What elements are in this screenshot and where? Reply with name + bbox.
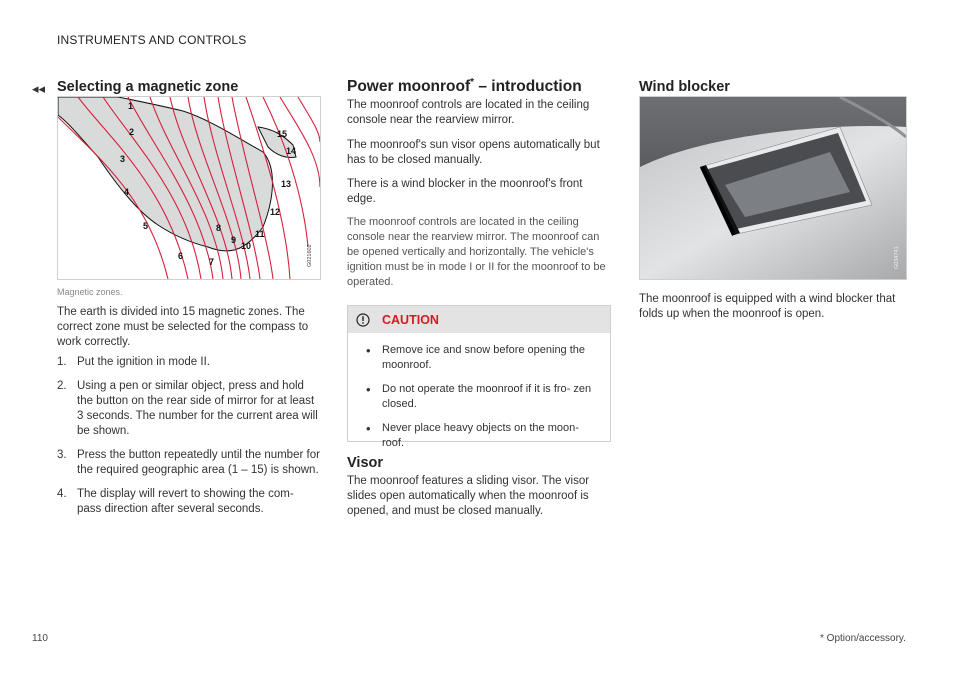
wind-blocker-photo bbox=[639, 96, 907, 280]
zone-label: 2 bbox=[129, 127, 135, 137]
caution-item: • Never place heavy objects on the moon- roof. bbox=[368, 421, 602, 451]
caution-item: • Remove ice and snow before opening the moonroof. bbox=[368, 343, 602, 373]
magnetic-zones-map-svg bbox=[58, 97, 320, 279]
zone-label: 10 bbox=[241, 241, 252, 251]
map-caption: Magnetic zones. bbox=[57, 287, 123, 297]
step-item: 4. The display will revert to showing the com- pass direction after several seconds. bbox=[57, 488, 294, 515]
back-chevron-icon[interactable]: ◂◂ bbox=[32, 81, 46, 96]
zone-label: 5 bbox=[143, 221, 149, 231]
zone-label: 13 bbox=[281, 179, 292, 189]
zone-label: 3 bbox=[120, 154, 126, 164]
zone-label: 7 bbox=[209, 257, 215, 267]
moonroof-p1: The moonroof controls are located in the ceiling console near the rearview mirror. bbox=[347, 99, 590, 126]
section-title-wind-blocker: Wind blocker bbox=[639, 79, 730, 95]
step-item: 1. Put the ignition in mode II. bbox=[57, 356, 210, 368]
zone-label: 6 bbox=[178, 251, 184, 261]
zone-label: 11 bbox=[255, 229, 265, 239]
section-title-moonroof: Power moonroof* – introduction bbox=[347, 77, 582, 96]
section-header: INSTRUMENTS AND CONTROLS bbox=[57, 33, 247, 47]
moonroof-p4: The moonroof controls are located in the ceiling console near the rearview mirror. The moonroof can be opened vertically and horizontally. The vehicle's ignition must be in mode I or II for the moonroof to be operated. bbox=[347, 216, 606, 288]
caution-header bbox=[348, 306, 610, 333]
caution-list bbox=[348, 333, 610, 451]
page-number: 110 bbox=[32, 633, 48, 644]
step-item: 2. Using a pen or similar object, press and hold the button on the rear side of mirror for at least 3 seconds. The number for the current area will be shown. bbox=[57, 380, 318, 437]
map-code: G021602 bbox=[307, 244, 313, 267]
zone-label: 15 bbox=[277, 129, 288, 139]
zone-label: 1 bbox=[128, 101, 134, 111]
wind-blocker-text: The moonroof is equipped with a wind blocker that folds up when the moonroof is open. bbox=[639, 293, 896, 320]
section-title-magnetic-zone: Selecting a magnetic zone bbox=[57, 79, 239, 95]
visor-text: The moonroof features a sliding visor. The visor slides open automatically when the moonroof is opened, and must be closed manually. bbox=[347, 475, 590, 517]
zone-label: 12 bbox=[270, 207, 281, 217]
zone-label: 9 bbox=[231, 235, 237, 245]
zone-label: 4 bbox=[124, 187, 130, 197]
photo-code: G034741 bbox=[894, 246, 900, 269]
caution-icon bbox=[356, 313, 370, 327]
caution-item: • Do not operate the moonroof if it is fro- zen closed. bbox=[368, 382, 602, 412]
moonroof-p2: The moonroof's sun visor opens automatically but has to be closed manually. bbox=[347, 139, 600, 166]
zone-label: 8 bbox=[216, 223, 222, 233]
caution-box bbox=[347, 305, 611, 449]
zone-label: 14 bbox=[286, 146, 297, 156]
caution-title: CAUTION bbox=[382, 312, 439, 327]
moonroof-p3: There is a wind blocker in the moonroof's front edge. bbox=[347, 178, 583, 205]
magnetic-zones-map bbox=[57, 96, 321, 280]
step-item: 3. Press the button repeatedly until the number for the required geographic area (1 – 15) is shown. bbox=[57, 449, 320, 476]
steps-list bbox=[57, 355, 321, 526]
option-note: * Option/accessory. bbox=[820, 633, 906, 644]
land-mass bbox=[58, 97, 272, 251]
moonroof-illustration bbox=[640, 97, 906, 279]
magnetic-intro: The earth is divided into 15 magnetic zones. The correct zone must be selected for the compass to work correctly. bbox=[57, 306, 309, 348]
visor-title: Visor bbox=[347, 455, 384, 471]
